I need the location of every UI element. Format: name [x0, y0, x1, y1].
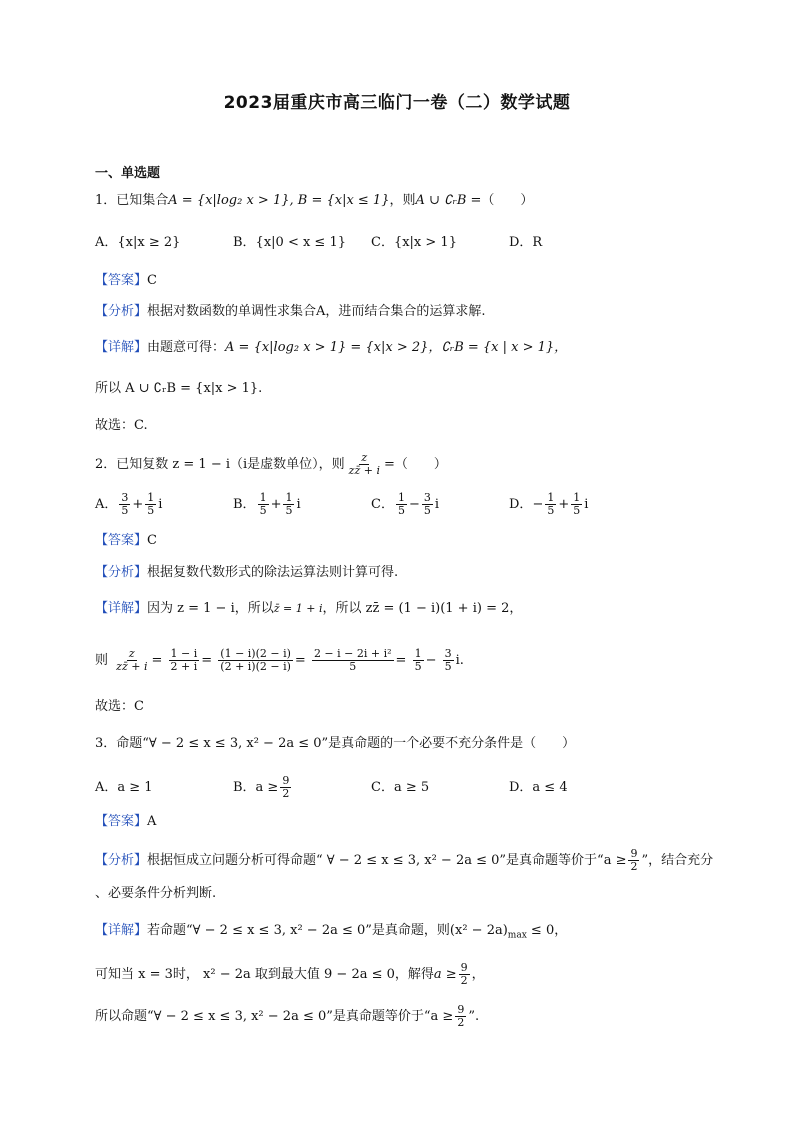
- answer-label: 【答案】: [95, 814, 148, 829]
- option-letter: A．: [95, 497, 118, 512]
- q2-detail-conj: z̄ = 1 + i: [273, 602, 323, 615]
- q2-d2-frac-1: [114, 648, 149, 673]
- q2-d2-frac-2: [169, 648, 200, 673]
- option-fraction: [396, 492, 407, 517]
- frac-num: 3: [423, 491, 431, 504]
- q2-option-a[interactable]: [95, 492, 233, 517]
- q2-option-d[interactable]: [509, 492, 588, 517]
- option-letter: C．: [371, 497, 394, 512]
- q1-analysis-text: 根据对数函数的单调性求集合A，进而结合集合的运算求解.: [147, 304, 486, 319]
- question-2-options: [95, 492, 734, 517]
- q2-d2-frac-4: [312, 648, 394, 673]
- option-letter: D．: [509, 497, 533, 512]
- frac-den: 5: [414, 660, 422, 673]
- q2-conclusion: 故选：C: [95, 699, 144, 714]
- frac-den: zz̄ + i: [116, 660, 148, 673]
- q2-frac-den: zz̄ + i: [348, 464, 380, 477]
- q1-option-d[interactable]: D．R: [509, 235, 543, 250]
- q3-d3-end: ”.: [468, 1009, 480, 1024]
- frac-den: 5: [285, 504, 293, 517]
- q1-option-b[interactable]: B．{x|0 < x ≤ 1}: [233, 235, 346, 250]
- q2-detail-text-2: ，所以 zz̄ = (1 − i)(1 + i) = 2，: [322, 601, 523, 616]
- q2-detail-text: 因为 z = 1 − i，所以: [147, 601, 274, 616]
- q3-d2-ineq: a ≥: [433, 967, 457, 982]
- q3-option-c[interactable]: C．a ≥ 5: [371, 780, 430, 795]
- option-fraction: [571, 492, 582, 517]
- q1-blank: （ ）: [481, 193, 534, 208]
- frac-num: 1: [547, 491, 555, 504]
- frac-den: 5: [147, 504, 155, 517]
- q3-d2-frac: [459, 962, 470, 987]
- q1-answer-value: C: [147, 273, 157, 288]
- q3-detail-text-2: ≤ 0，: [526, 923, 568, 938]
- option-operator: +: [270, 497, 282, 512]
- frac-den: 5: [573, 504, 581, 517]
- q3-option-d[interactable]: D．a ≤ 4: [509, 780, 568, 795]
- q3-option-b[interactable]: [233, 775, 371, 800]
- option-letter: B．: [233, 497, 256, 512]
- q1-sets: A = {x|log₂ x > 1}, B = {x|x ≤ 1}: [168, 193, 390, 208]
- detail-label: 【详解】: [95, 340, 148, 355]
- option-operator: +: [558, 497, 570, 512]
- frac-num: 1: [147, 491, 155, 504]
- q2-option-b[interactable]: [233, 492, 371, 517]
- frac-den: (2 + i)(2 − i): [220, 660, 291, 673]
- q3-d3-text: 所以命题“∀ − 2 ≤ x ≤ 3, x² − 2a ≤ 0”是真命题等价于“a ≥: [95, 1009, 454, 1024]
- frac-den: 5: [444, 660, 452, 673]
- q3-analysis: [95, 848, 734, 873]
- frac-den: 5: [259, 504, 267, 517]
- q3-d2-text: 可知当 x = 3时， x² − 2a 取到最大值 9 − 2a ≤ 0，解得: [95, 967, 434, 982]
- q1-analysis: [95, 303, 734, 321]
- question-2-stem: [95, 452, 734, 477]
- q1-detail-text: 由题意可得：: [147, 340, 226, 355]
- option-fraction: [119, 492, 130, 517]
- q2-answer-value: C: [147, 533, 157, 548]
- detail-label: 【详解】: [95, 923, 148, 938]
- frac-num: 1: [414, 647, 422, 660]
- q2-blank: =（ ）: [383, 457, 447, 472]
- question-1-options: [95, 234, 734, 252]
- frac-num: 1: [285, 491, 293, 504]
- frac-num: 9: [460, 961, 468, 974]
- q1-stem-text-2: ，则: [389, 193, 416, 208]
- q3-analysis-2: 、必要条件分析判断.: [95, 886, 217, 901]
- q3-detail-3: [95, 1004, 734, 1029]
- frac-den: 5: [121, 504, 129, 517]
- q1-option-a[interactable]: A．{x|x ≥ 2}: [95, 235, 181, 250]
- q3-analysis-text-2: ”，结合充分: [641, 853, 714, 868]
- frac-num: 9: [457, 1003, 465, 1016]
- q3-analysis-frac: [628, 848, 639, 873]
- frac-num: 3: [121, 491, 129, 504]
- frac-num: 9: [282, 774, 290, 787]
- imag-unit: i: [584, 497, 589, 512]
- q1-stem-text: 1．已知集合: [95, 193, 169, 208]
- option-fraction: [422, 492, 433, 517]
- q3-detail-text: 若命题“∀ − 2 ≤ x ≤ 3, x² − 2a ≤ 0”是真命题，则: [147, 923, 450, 938]
- q3-detail: [95, 922, 734, 945]
- q1-expression: A ∪ ∁ᵣB =: [415, 193, 482, 208]
- q2-analysis: [95, 564, 734, 582]
- q1-detail-2: 所以 A ∪ ∁ᵣB = {x|x > 1}.: [95, 381, 263, 396]
- q2-detail-2: 则 $\frac{z}{zz̄ + i}$ = $\frac{1 - i}{2 + i}$ = $\frac{(1 - i)(2 - i)}{(2 + i)(2 - i)}$ = $\frac{\text{2 − i − 2i + i²}}{5}$ = $\frac{1}{5}$ − $\frac{3}{5}$ i.: [95, 647, 464, 673]
- frac-den: 5: [423, 504, 431, 517]
- q2-d2-frac-6: [443, 648, 454, 673]
- option-fraction: [545, 492, 556, 517]
- q3-detail-max: max: [507, 930, 527, 941]
- option-fraction: [283, 492, 294, 517]
- q2-option-c[interactable]: [371, 492, 509, 517]
- frac-den: 2 + i: [170, 660, 198, 673]
- frac-den: 2: [460, 974, 468, 987]
- imag-unit: i: [434, 497, 440, 512]
- option-operator: +: [132, 497, 144, 512]
- q3-d3-frac: [455, 1004, 466, 1029]
- q3-answer: [95, 813, 734, 831]
- question-3-stem: 3．命题“∀ − 2 ≤ x ≤ 3, x² − 2a ≤ 0”是真命题的一个必要不充分条件是（ ）: [95, 736, 576, 751]
- q1-detail-math: A = {x|log₂ x > 1} = {x|x > 2}，∁ᵣB = {x | x > 1}，: [225, 340, 568, 355]
- frac-num: 2 − i − 2i + i²: [313, 647, 392, 660]
- q1-option-c[interactable]: C．{x|x > 1}: [371, 235, 457, 250]
- answer-label: 【答案】: [95, 533, 148, 548]
- page-title: 2023届重庆市高三临门一卷（二）数学试题: [223, 93, 571, 113]
- frac-num: 3: [444, 647, 452, 660]
- q3-detail-2: [95, 962, 734, 987]
- frac-den: 2: [282, 787, 290, 800]
- q2-d2-prefix: 则: [95, 653, 109, 668]
- frac-den: 2: [630, 860, 638, 873]
- q3-option-b-frac: [280, 775, 291, 800]
- section-heading: 一、单选题: [95, 166, 161, 181]
- q3-option-a[interactable]: A．a ≥ 1: [95, 780, 153, 795]
- frac-num: (1 − i)(2 − i): [220, 647, 291, 660]
- analysis-label: 【分析】: [95, 565, 148, 580]
- q1-detail: [95, 339, 734, 357]
- q1-answer: [95, 272, 734, 290]
- q2-analysis-text: 根据复数代数形式的除法运算法则计算可得.: [147, 565, 399, 580]
- frac-num: 1 − i: [170, 647, 198, 660]
- q2-fraction: [347, 452, 382, 477]
- analysis-label: 【分析】: [95, 304, 148, 319]
- q3-option-b-prefix: B．a ≥: [233, 780, 279, 795]
- frac-num: z: [128, 647, 135, 660]
- imag-unit: i: [296, 497, 301, 512]
- frac-den: 5: [397, 504, 405, 517]
- analysis-label: 【分析】: [95, 853, 148, 868]
- q2-d2-frac-5: [413, 648, 424, 673]
- q2-detail: [95, 600, 734, 618]
- question-1-stem: [95, 192, 734, 210]
- q3-detail-expr: (x² − 2a): [449, 923, 508, 938]
- detail-label: 【详解】: [95, 601, 148, 616]
- q3-d2-end: ，: [471, 967, 485, 982]
- option-fraction: [258, 492, 269, 517]
- option-sign: −: [532, 497, 544, 512]
- frac-den: 5: [349, 660, 357, 673]
- option-operator: −: [408, 497, 420, 512]
- answer-label: 【答案】: [95, 273, 148, 288]
- q1-conclusion: 故选：C.: [95, 418, 148, 433]
- q2-d2-frac-3: [218, 648, 293, 673]
- frac-num: 1: [573, 491, 581, 504]
- frac-den: 2: [457, 1016, 465, 1029]
- q2-stem-text: 2．已知复数 z = 1 − i（i是虚数单位），则: [95, 457, 345, 472]
- frac-num: 1: [397, 491, 405, 504]
- question-3-options: [95, 775, 734, 800]
- option-fraction: [145, 492, 156, 517]
- frac-num: 1: [259, 491, 267, 504]
- frac-num: 9: [630, 847, 638, 860]
- frac-den: 5: [547, 504, 555, 517]
- q2-answer: [95, 532, 734, 550]
- q3-answer-value: A: [147, 814, 157, 829]
- imag-unit: i: [455, 653, 460, 668]
- imag-unit: i: [158, 497, 163, 512]
- q2-frac-num: z: [361, 451, 368, 464]
- q3-analysis-text: 根据恒成立问题分析可得命题“ ∀ − 2 ≤ x ≤ 3, x² − 2a ≤ 0”是真命题等价于“a ≥: [147, 853, 627, 868]
